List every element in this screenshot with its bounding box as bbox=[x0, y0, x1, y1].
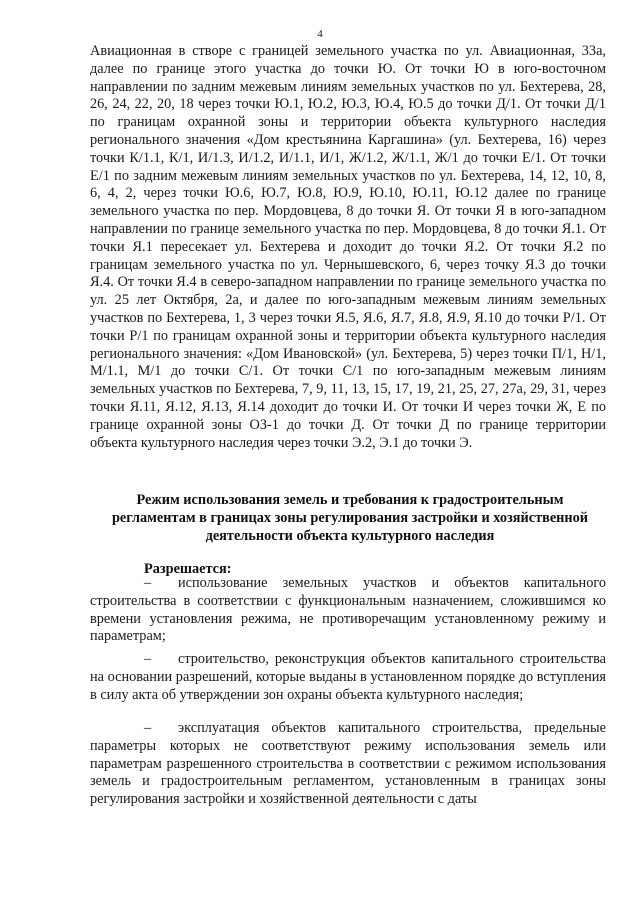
section-heading-line: регламентам в границах зоны регулирования застройки и хозяйственной bbox=[111, 510, 589, 526]
list-dash: – bbox=[144, 575, 152, 591]
allowed-item bbox=[90, 575, 606, 646]
section-heading-line: деятельности объекта культурного наследия bbox=[205, 528, 495, 544]
section-heading bbox=[100, 491, 600, 545]
page-number: 4 bbox=[317, 28, 323, 40]
list-dash: – bbox=[144, 651, 152, 667]
allowed-item bbox=[90, 720, 606, 809]
boundary-paragraph: Авиационная в створе с границей земельного участка по ул. Авиационная, 33а, далее по границе этого участка до точки Ю. От точки Ю в юго-восточном направлении по задним межевым линиям земельных участков по ул. Бехтерева, 28, 26, 24, 22, 20, 18 через точки Ю.1, Ю.2, Ю.3, Ю.4, Ю.5 до точки Д/1. От точки Д/1 по границам охранной зоны и территории объекта культурного наследия регионального значения «Дом крестьянина Каргашина» (ул. Бехтерева, 16) через точки К/1.1, К/1, И/1.3, И/1.2, И/1.1, И/1, Ж/1.2, Ж/1.1, Ж/1 до точки Е/1. От точки Е/1 по задним межевым линиям земельных участков по ул. Бехтерева, 14, 12, 10, 8, 6, 4, 2, через точки Ю.6, Ю.7, Ю.8, Ю.9, Ю.10, Ю.11, Ю.12 далее по границе земельного участка по пер. Мордовцева, 8 до точки Я. От точки Я в юго-западном направлении по границе земельного участка по пер. Мордовцева, 8 до точки Я.1. От точки Я.1 пересекает ул. Бехтерева и доходит до точки Я.2. От точки Я.2 по границам земельного участка по ул. Чернышевского, 6, через точку Я.3 до точки Я.4. От точки Я.4 в северо-западном направлении по границе земельного участка по ул. 25 лет Октября, 2а, и далее по юго-западным межевым линиям земельных участков по Бехтерева, 1, 3 через точки Я.5, Я.6, Я.7, Я.8, Я.9, Я.10 до точки Р/1. От точки Р/1 по границам охранной зоны и территории объекта культурного наследия регионального значения: «Дом Ивановской» (ул. Бехтерева, 5) через точки П/1, Н/1, М/1.1, М/1 до точки С/1. От точки С/1 по юго-западным межевым линиям земельных участков по Бехтерева, 7, 9, 11, 13, 15, 17, 19, 21, 25, 27, 27а, 29, 31, через точки Я.11, Я.12, Я.13, Я.14 доходит до точки И. От точки И через точки Ж, Е по границе охранной зоны ОЗ-1 до точки Д. От точки Д по границе территории объекта культурного наследия через точки Э.2, Э.1 до точки Э. bbox=[90, 43, 606, 451]
section-heading-line: Режим использования земель и требования к градостроительным bbox=[136, 492, 564, 508]
allowed-item-text: эксплуатация объектов капитального строительства, предельные параметры которых не соответствуют режиму использования земель или параметрам разрешенного строительства в соответствии с режимом использования земель и градостроительным регламентом, установленным в границах зоны регулирования застройки и хозяйственной деятельности с даты bbox=[90, 720, 606, 808]
list-dash: – bbox=[144, 720, 152, 736]
boundary-description bbox=[90, 43, 606, 452]
allowed-label: Разрешается: bbox=[144, 561, 232, 577]
allowed-item-text: использование земельных участков и объектов капитального строительства в соответствии с функциональным назначением, сложившимся ко времени установления режима, не противоречащим установленному режиму и параметрам; bbox=[90, 575, 606, 645]
allowed-item bbox=[90, 651, 606, 704]
allowed-item-text: строительство, реконструкция объектов капитального строительства на основании разрешений, которые выданы в установленном порядке до вступления в силу акта об утверждении зон охраны объекта культурного наследия; bbox=[90, 651, 606, 703]
